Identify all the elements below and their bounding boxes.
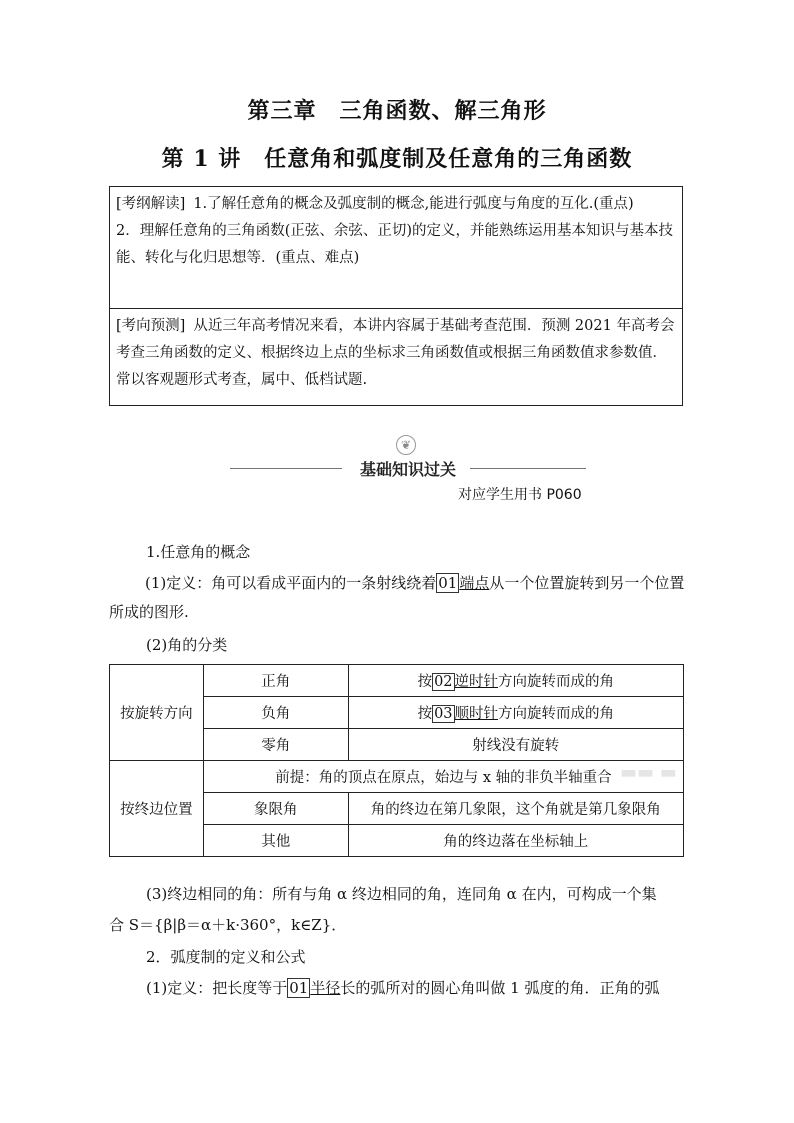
forecast-text: 从近三年高考情况来看，本讲内容属于基础考查范围．预测 2021 年高考会考查三角函数的定义、根据终边上点的坐标求三角函数值或根据三角函数值求参数值．常以客观题形式考查，属中、低档试题. <box>116 318 675 388</box>
section-1-heading: 1.任意角的概念 <box>146 543 251 561</box>
angle-type-quadrant: 象限角 <box>203 793 348 825</box>
syllabus-point-2: 2．理解任意角的三角函数(正弦、余弦、正切)的定义，并能熟练运用基本知识与基本技能、转化与化归思想等．(重点、难点) <box>116 223 674 266</box>
blank-answer-clockwise: 顺时针 <box>454 706 499 722</box>
syllabus-tag: [考纲解读] <box>116 196 186 212</box>
exam-outline-box <box>109 186 683 406</box>
angle-classification-label: (2)角的分类 <box>146 636 228 654</box>
angle-desc-other: 角的终边落在坐标轴上 <box>348 825 683 857</box>
desc-pre: 按 <box>417 674 433 690</box>
blank-number-02: 02 <box>434 674 453 690</box>
section-banner <box>230 435 586 485</box>
group-label-terminal-side: 按终边位置 <box>110 761 204 857</box>
syllabus-point-1: 1.了解任意角的概念及弧度制的概念,能进行弧度与角度的互化.(重点) <box>193 196 634 212</box>
angle-type-other: 其他 <box>203 825 348 857</box>
angle-desc-positive <box>348 665 683 697</box>
blank-number-01b: 01 <box>289 979 309 997</box>
angle-type-negative: 负角 <box>203 697 348 729</box>
table-row <box>110 665 684 697</box>
section-1-definition <box>109 569 687 627</box>
blank-number-03: 03 <box>434 706 453 722</box>
blank-number-01: 01 <box>438 574 458 592</box>
definition-text-pre: (1)定义：角可以看成平面内的一条射线绕着 <box>145 574 437 592</box>
watermark-shape: ▬▬ ▬ <box>620 762 677 783</box>
section-2-definition <box>146 974 659 1003</box>
exam-forecast <box>110 309 682 394</box>
blank-answer-radius: 半径 <box>310 979 341 997</box>
banner-divider-left <box>230 468 342 469</box>
group-label-rotation: 按旋转方向 <box>110 665 204 761</box>
syllabus-interpretation <box>110 187 682 309</box>
desc-pre: 按 <box>417 706 433 722</box>
section-2-heading: 2．弧度制的定义和公式 <box>146 948 306 966</box>
premise-cell: 前提：角的顶点在原点，始边与 x 轴的非负半轴重合 <box>203 761 683 793</box>
banner-heading: 基础知识过关 <box>359 460 456 479</box>
desc-post: 方向旋转而成的角 <box>498 706 615 722</box>
lesson-title: 第 1 讲 任意角和弧度制及任意角的三角函数 <box>161 146 633 172</box>
angle-type-zero: 零角 <box>203 729 348 761</box>
angle-classification-table <box>109 664 684 857</box>
angle-type-positive: 正角 <box>203 665 348 697</box>
angle-desc-negative <box>348 697 683 729</box>
coterminal-line-2: 合 S＝{β|β＝α＋k·360°，k∈Z}． <box>109 916 347 934</box>
definition-text-pre: (1)定义：把长度等于 <box>146 979 288 997</box>
desc-post: 方向旋转而成的角 <box>498 674 615 690</box>
coterminal-line-1: (3)终边相同的角：所有与角 α 终边相同的角，连同角 α 在内，可构成一个集 <box>146 885 657 903</box>
definition-text-post: 长的弧所对的圆心角叫做 1 弧度的角．正角的弧 <box>340 979 660 997</box>
student-book-reference: 对应学生用书 P060 <box>458 487 582 503</box>
table-row <box>110 761 684 793</box>
forecast-tag: [考向预测] <box>116 318 186 334</box>
blank-answer-endpoint: 端点 <box>459 574 490 592</box>
banner-divider-right <box>470 468 586 469</box>
blank-answer-counterclockwise: 逆时针 <box>454 674 499 690</box>
chapter-title: 第三章 三角函数、解三角形 <box>247 98 547 124</box>
angle-desc-quadrant: 角的终边在第几象限，这个角就是第几象限角 <box>348 793 683 825</box>
angle-desc-zero: 射线没有旋转 <box>348 729 683 761</box>
leaf-emblem-icon: ❦ <box>396 435 416 455</box>
definition-text-post: 从一个位置旋转到另一个位置所成的图形. <box>109 574 685 621</box>
